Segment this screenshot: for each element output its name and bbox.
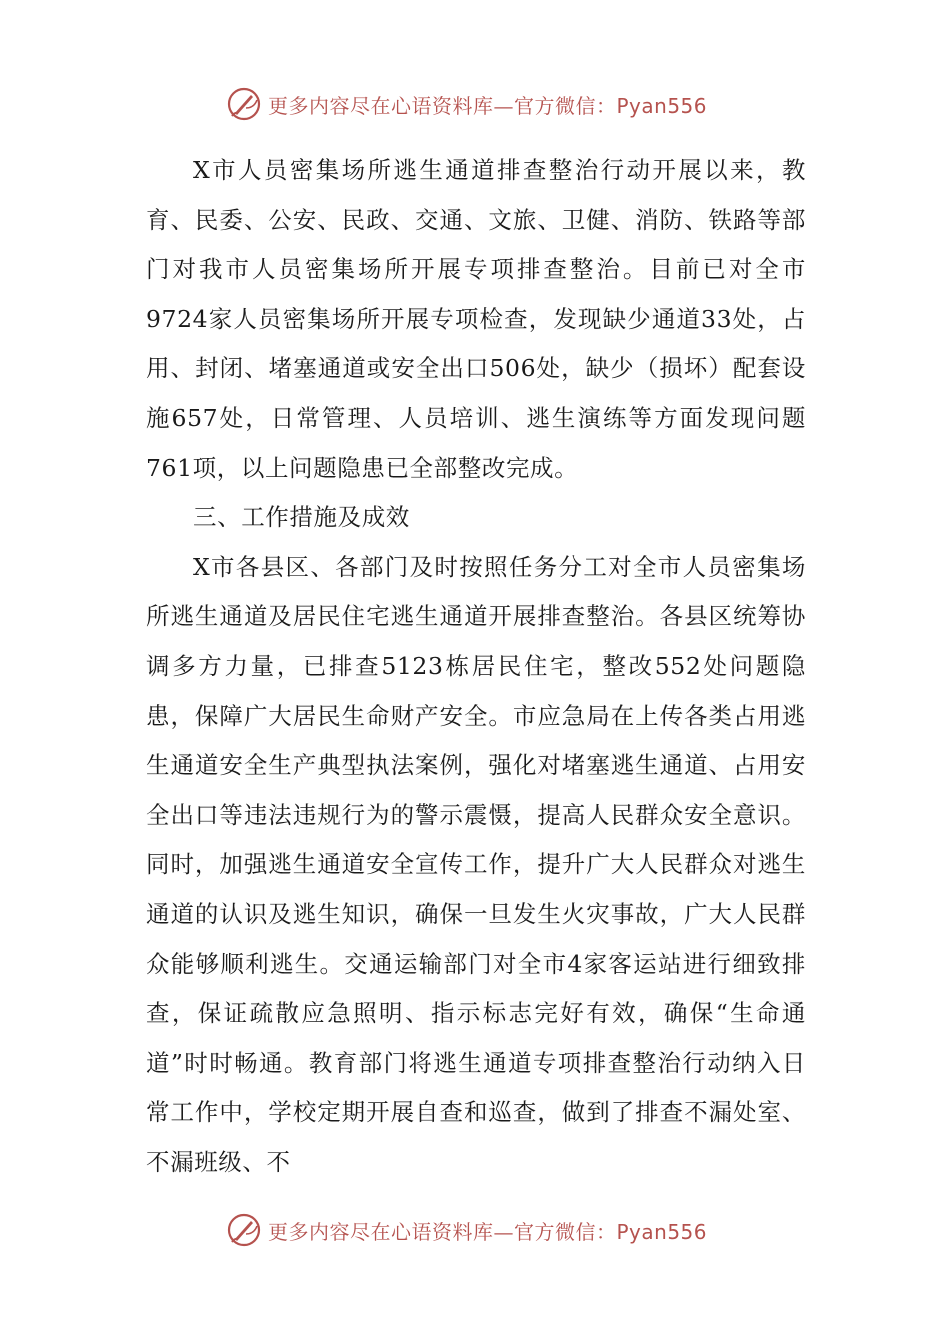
quill-logo-icon xyxy=(226,1212,262,1248)
document-body xyxy=(146,146,806,1187)
header-banner xyxy=(226,86,746,122)
paragraph-1: X市人员密集场所逃生通道排查整治行动开展以来，教育、民委、公安、民政、交通、文旅、卫健、消防、铁路等部门对我市人员密集场所开展专项排查整治。目前已对全市9724家人员密集场所开展专项检查，发现缺少通道33处，占用、封闭、堵塞通道或安全出口506处，缺少（损坏）配套设施657处，日常管理、人员培训、逃生演练等方面发现问题761项，以上问题隐患已全部整改完成。 xyxy=(146,156,806,482)
footer-banner xyxy=(226,1212,746,1248)
footer-banner-text: 更多内容尽在心语资料库—官方微信：Pyan556 xyxy=(268,1219,708,1244)
quill-logo-icon xyxy=(226,86,262,122)
wechat-id: Pyan556 xyxy=(616,1219,708,1244)
paragraph-2: X市各县区、各部门及时按照任务分工对全市人员密集场所逃生通道及居民住宅逃生通道开展排查整治。各县区统筹协调多方力量，已排查5123栋居民住宅，整改552处问题隐患，保障广大居民生命财产安全。市应急局在上传各类占用逃生通道安全生产典型执法案例，强化对堵塞逃生通道、占用安全出口等违法违规行为的警示震慑，提高人民群众安全意识。同时，加强逃生通道安全宣传工作，提升广大人民群众对逃生通道的认识及逃生知识，确保一旦发生火灾事故，广大人民群众能够顺利逃生。交通运输部门对全市4家客运站进行细致排查，保证疏散应急照明、指示标志完好有效，确保“生命通道”时时畅通。教育部门将逃生通道专项排查整治行动纳入日常工作中，学校定期开展自查和巡查，做到了排查不漏处室、不漏班级、不 xyxy=(146,552,806,1176)
section-heading-3: 三、工作措施及成效 xyxy=(193,503,410,532)
wechat-id: Pyan556 xyxy=(616,93,708,118)
header-banner-text: 更多内容尽在心语资料库—官方微信：Pyan556 xyxy=(268,93,708,118)
